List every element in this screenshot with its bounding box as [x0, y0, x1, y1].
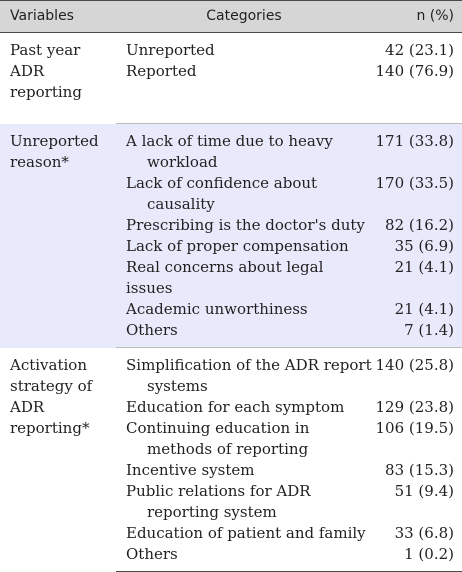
category-label: Lack of proper compensation: [126, 237, 349, 255]
category-label-continued: methods of reporting: [147, 440, 309, 458]
category-label: Lack of confidence about: [126, 174, 318, 192]
category-cell: [116, 33, 372, 62]
category-label: Prescribing is the doctor's duty: [126, 216, 365, 234]
category-cell: [116, 418, 372, 460]
count-cell: 106 (19.5): [375, 419, 454, 437]
category-cell: [116, 348, 372, 398]
category-label-continued: workload: [147, 153, 218, 171]
category-cell: [116, 299, 372, 320]
category-cell: [116, 236, 372, 257]
group-activation-strategy: [0, 348, 462, 572]
header-n-percent: n (%): [372, 1, 462, 33]
table-row: [0, 124, 462, 174]
category-label: Academic unworthiness: [126, 300, 308, 318]
count-cell: 140 (25.8): [375, 356, 454, 374]
variable-cell: [0, 124, 116, 348]
count-cell: 171 (33.8): [372, 124, 462, 174]
count-cell: 1 (0.2): [372, 544, 462, 572]
variable-line: reporting*: [10, 418, 90, 437]
variable-line: Activation: [10, 355, 87, 374]
variable-line: strategy of: [10, 376, 93, 395]
category-cell: [116, 320, 372, 348]
header-variables: Variables: [0, 1, 116, 33]
category-label: Public relations for ADR: [126, 482, 311, 500]
count-cell: 7 (1.4): [372, 320, 462, 348]
variable-line: Unreported: [10, 131, 99, 150]
table-row: [0, 33, 462, 62]
table-row: [0, 348, 462, 398]
header-row: [0, 1, 462, 33]
count-cell: 51 (9.4): [394, 482, 454, 500]
category-cell: [116, 397, 372, 418]
category-label: Continuing education in: [126, 419, 310, 437]
count-cell: 35 (6.9): [372, 236, 462, 257]
category-cell: [116, 61, 372, 124]
category-cell: [116, 523, 372, 544]
category-cell: [116, 173, 372, 215]
category-label: Others: [126, 321, 178, 339]
category-label: Unreported: [126, 41, 215, 59]
count-cell: 129 (23.8): [375, 398, 454, 416]
category-cell: [116, 215, 372, 236]
category-label-continued: reporting system: [147, 503, 277, 521]
category-label: Real concerns about legal issues: [126, 258, 324, 297]
category-label: Education of patient and family: [126, 524, 366, 542]
variable-line: reason*: [10, 152, 69, 171]
variable-line: Past year: [10, 41, 81, 59]
variable-cell: [0, 33, 116, 124]
category-label: Incentive system: [126, 461, 255, 479]
variable-cell: [0, 348, 116, 572]
category-label: A lack of time due to heavy: [126, 132, 333, 150]
variable-line: ADR: [10, 62, 45, 80]
category-label: Reported: [126, 62, 197, 80]
category-cell: [116, 124, 372, 174]
header-categories: Categories: [116, 1, 372, 33]
count-cell: 21 (4.1): [372, 299, 462, 320]
count-cell: 42 (23.1): [385, 41, 454, 59]
variable-line: reporting: [10, 83, 82, 101]
category-label: Others: [126, 545, 178, 563]
count-cell: 170 (33.5): [372, 173, 462, 215]
category-label: Education for each symptom: [126, 398, 345, 416]
category-label-continued: causality: [147, 195, 215, 213]
category-cell: [116, 481, 372, 523]
category-cell: [116, 257, 372, 299]
variable-line: ADR: [10, 397, 45, 416]
category-label: Simplification of the ADR report: [126, 356, 372, 374]
category-cell: [116, 544, 372, 572]
count-cell: 83 (15.3): [385, 461, 454, 479]
count-cell: 21 (4.1): [372, 257, 462, 299]
group-unreported-reason: [0, 124, 462, 348]
count-cell: 82 (16.2): [372, 215, 462, 236]
group-past-year-adr-reporting: [0, 33, 462, 124]
count-cell: 140 (76.9): [372, 61, 462, 124]
category-cell: [116, 460, 372, 481]
category-label-continued: systems: [147, 377, 208, 395]
count-cell: 33 (6.8): [394, 524, 454, 542]
